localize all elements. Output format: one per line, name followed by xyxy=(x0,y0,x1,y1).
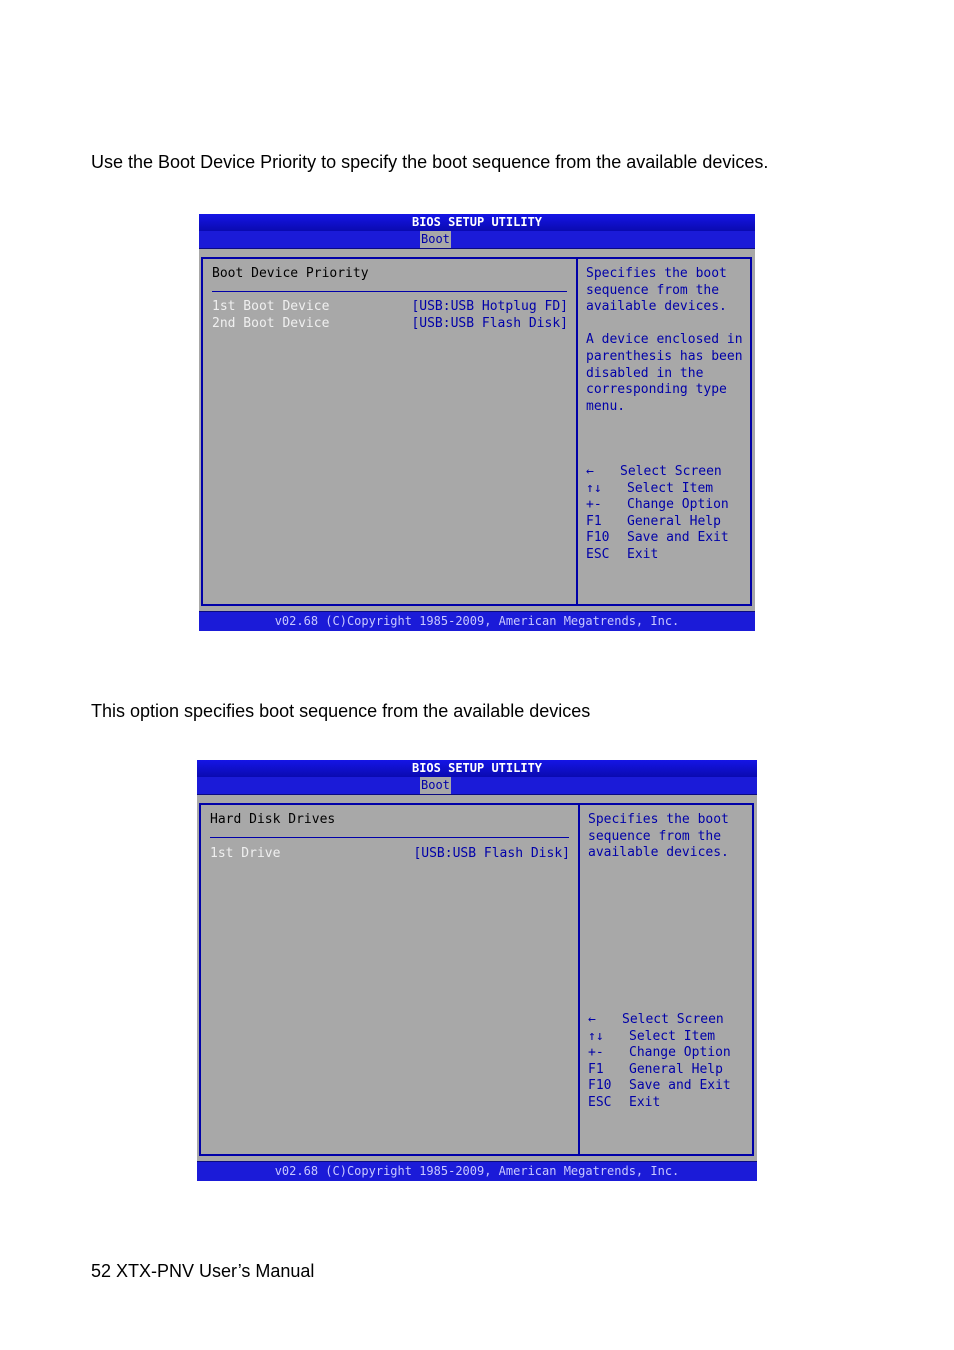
help-text: Specifies the boot sequence from the available devices. xyxy=(588,812,729,861)
drive-1-label[interactable]: 1st Drive xyxy=(210,846,281,861)
f10-key: F10 xyxy=(586,530,610,546)
boot-device-2-value[interactable]: [USB:USB Flash Disk] xyxy=(411,316,568,331)
f1-key: F1 xyxy=(586,513,602,529)
esc-key: ESC xyxy=(586,546,610,562)
option-paragraph: This option specifies boot sequence from the available devices xyxy=(91,701,591,721)
drive-1-value[interactable]: [USB:USB Flash Disk] xyxy=(413,846,570,861)
key-desc: Save and Exit xyxy=(629,1078,731,1094)
intro-paragraph: Use the Boot Device Priority to specify the boot sequence from the available devices. xyxy=(91,152,769,172)
key-desc: Change Option xyxy=(629,1045,731,1061)
bios-status-bar: v02.68 (C)Copyright 1985-2009, American Megatrends, Inc. xyxy=(197,1161,757,1181)
section-title: Boot Device Priority xyxy=(212,266,369,281)
boot-device-1-value[interactable]: [USB:USB Hotplug FD] xyxy=(411,299,568,314)
tab-boot[interactable]: Boot xyxy=(421,778,450,792)
section-divider xyxy=(210,837,569,838)
bios-help-pane xyxy=(578,803,754,1156)
key-desc: Select Screen xyxy=(620,464,722,479)
page-footer: 52 XTX-PNV User’s Manual xyxy=(91,1261,315,1281)
section-title: Hard Disk Drives xyxy=(210,812,336,827)
key-desc: Exit xyxy=(629,1094,661,1110)
key-desc: Select Item xyxy=(629,1028,716,1044)
bios-settings-pane xyxy=(201,257,577,606)
help-text: Specifies the boot sequence from the available devices. A device enclosed in parenthesis has been disabled in the corresponding type menu. xyxy=(586,266,743,414)
bios-tab-bar xyxy=(199,231,755,249)
bios-title-bar: BIOS SETUP UTILITY xyxy=(199,214,755,231)
section-divider xyxy=(212,291,567,292)
f10-key: F10 xyxy=(588,1078,612,1094)
tab-boot[interactable]: Boot xyxy=(421,232,450,246)
bios-tab-bar xyxy=(197,777,757,795)
bios-status-bar: v02.68 (C)Copyright 1985-2009, American Megatrends, Inc. xyxy=(199,611,755,631)
bios-screen-hard-disk-drives xyxy=(197,760,757,1181)
up-down-arrow-key: ↑↓ xyxy=(588,1028,604,1044)
bios-settings-pane xyxy=(199,803,579,1156)
boot-device-1-label[interactable]: 1st Boot Device xyxy=(212,299,330,314)
plus-minus-key: +- xyxy=(586,497,602,513)
up-down-arrow-key: ↑↓ xyxy=(586,480,602,496)
key-desc: Exit xyxy=(627,546,659,562)
left-arrow-key: ← xyxy=(586,464,594,479)
key-desc: Change Option xyxy=(627,497,729,513)
plus-minus-key: +- xyxy=(588,1045,604,1061)
key-desc: Select Screen xyxy=(622,1012,724,1027)
left-arrow-key: ← xyxy=(588,1012,596,1027)
key-desc: General Help xyxy=(629,1061,723,1077)
bios-screen-boot-device-priority xyxy=(199,214,755,631)
key-desc: General Help xyxy=(627,513,721,529)
bios-help-pane xyxy=(576,257,752,606)
boot-device-2-label[interactable]: 2nd Boot Device xyxy=(212,316,330,331)
key-desc: Select Item xyxy=(627,480,714,496)
f1-key: F1 xyxy=(588,1061,604,1077)
key-desc: Save and Exit xyxy=(627,530,729,546)
esc-key: ESC xyxy=(588,1094,612,1110)
bios-title-bar: BIOS SETUP UTILITY xyxy=(197,760,757,777)
